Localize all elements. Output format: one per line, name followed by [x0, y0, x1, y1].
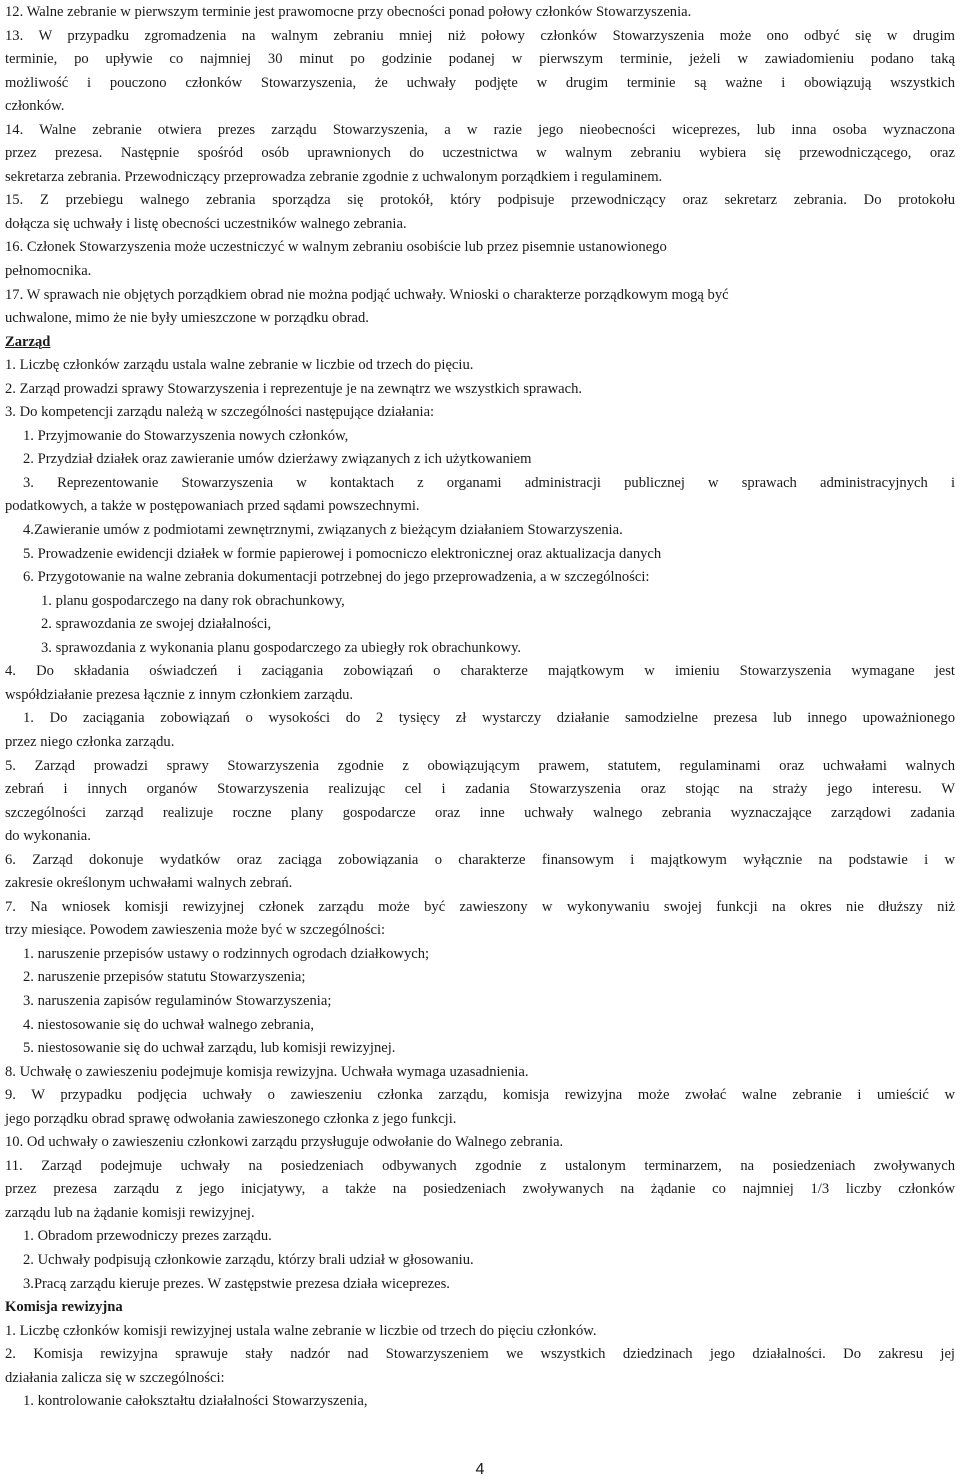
text-line: 2. Uchwały podpisują członkowie zarządu, którzy brali udział w głosowaniu. [23, 1251, 474, 1268]
section-heading-komisja-rewizyjna: Komisja rewizyjna [5, 1299, 123, 1316]
text-line: 14. Walne zebranie otwiera prezes zarządu Stowarzyszenia, a w razie jego nieobecności wiceprezes, lub inna osoba wyznaczona [5, 121, 955, 138]
text-line: uchwalone, mimo że nie były umieszczone w porządku obrad. [5, 310, 369, 327]
text-line: 1. Obradom przewodniczy prezes zarządu. [23, 1228, 272, 1245]
text-line: terminie, po upływie co najmniej 30 minut po godzinie podanej w pierwszym terminie, jeżeli w zawiadomieniu podano taką [5, 51, 955, 68]
text-line: 12. Walne zebranie w pierwszym terminie jest prawomocne przy obecności ponad połowy członków Stowarzyszenia. [5, 4, 692, 20]
text-line: do wykonania. [5, 828, 91, 845]
page-number: 4 [475, 1461, 485, 1478]
text-line: 3. Do kompetencji zarządu należą w szczególności następujące działania: [5, 404, 435, 421]
text-line: 15. Z przebiegu walnego zebrania sporządza się protokół, który podpisuje przewodniczący oraz sekretarz zebrania. Do protokołu [5, 192, 955, 209]
text-line: przez prezesa. Następnie spośród osób uprawnionych do uczestnictwa w walnym zebraniu wybiera się przewodniczącego, oraz [5, 145, 955, 162]
text-line: 2. Zarząd prowadzi sprawy Stowarzyszenia i reprezentuje je na zewnątrz we wszystkich sprawach. [5, 380, 583, 397]
text-line: możliwość i pouczono członków Stowarzyszenia, że uchwały podjęte w drugim terminie są ważne i obowiązują wszystkich [5, 74, 955, 91]
text-line: 2. Przydział działek oraz zawieranie umów dzierżawy związanych z ich użytkowaniem [23, 451, 532, 468]
text-line: 5. Zarząd prowadzi sprawy Stowarzyszenia zgodnie z obowiązującym prawem, statutem, regulaminami oraz uchwałami walnych [5, 757, 955, 774]
text-line: przez prezesa zarządu z jego inicjatywy, a także na posiedzeniach zwoływanych na żądanie co najmniej 1/3 liczby członków [5, 1181, 955, 1198]
text-line: zarządu lub na żądanie komisji rewizyjnej. [5, 1204, 255, 1221]
text-line: trzy miesiące. Powodem zawieszenia może być w szczególności: [5, 922, 386, 939]
text-line: zakresie określonym uchwałami walnych zebrań. [5, 875, 293, 892]
text-line: szczególności zarząd realizuje roczne plany gospodarcze oraz inne uchwały walnego zebrania wyznaczające zarządowi zadania [5, 804, 955, 821]
text-line: 10. Od uchwały o zawieszeniu członkowi zarządu przysługuje odwołanie do Walnego zebrania. [5, 1134, 564, 1151]
section-heading-zarzad: Zarząd [5, 333, 51, 350]
text-line: 16. Członek Stowarzyszenia może uczestniczyć w walnym zebraniu osobiście lub przez pisemnie ustanowionego [5, 239, 667, 256]
text-line: 1. kontrolowanie całokształtu działalności Stowarzyszenia, [23, 1393, 368, 1410]
text-line: dołącza się uchwały i listę obecności uczestników walnego zebrania. [5, 215, 407, 232]
text-line: 5. niestosowanie się do uchwał zarządu, lub komisji rewizyjnej. [23, 1040, 396, 1057]
text-line: współdziałanie prezesa łącznie z innym członkiem zarządu. [5, 686, 354, 703]
text-line: 1. naruszenie przepisów ustawy o rodzinnych ogrodach działkowych; [23, 945, 430, 962]
text-line: 4. niestosowanie się do uchwał walnego zebrania, [23, 1016, 314, 1033]
text-line: 2. Komisja rewizyjna sprawuje stały nadzór nad Stowarzyszeniem we wszystkich dziedzinach jego działalności. Do zakresu jej [5, 1346, 955, 1363]
text-line: 4. Do składania oświadczeń i zaciągania zobowiązań o charakterze majątkowym w imieniu Stowarzyszenia wymagane jest [5, 663, 955, 680]
text-line: 2. naruszenie przepisów statutu Stowarzyszenia; [23, 969, 306, 986]
text-line: 6. Zarząd dokonuje wydatków oraz zaciąga zobowiązania o charakterze finansowym i majątkowym wyłącznie na podstawie i w [5, 851, 955, 868]
text-line: 8. Uchwałę o zawieszeniu podejmuje komisja rewizyjna. Uchwała wymaga uzasadnienia. [5, 1063, 529, 1080]
document-page [5, 1, 955, 1414]
text-line: 1. Liczbę członków komisji rewizyjnej ustala walne zebranie w liczbie od trzech do pięciu członków. [5, 1322, 597, 1339]
text-line: 1. planu gospodarczego na dany rok obrachunkowy, [41, 592, 345, 609]
text-line: zebrań i innych organów Stowarzyszenia realizując cel i zadania Stowarzyszenia oraz stojąc na straży jego interesu. W [5, 781, 955, 798]
text-line: 9. W przypadku podjęcia uchwały o zawieszeniu członka zarządu, komisja rewizyjna może zwołać walne zebranie i umieścić w [5, 1087, 955, 1104]
text-line: 7. Na wniosek komisji rewizyjnej członek zarządu może być zawieszony w wykonywaniu swojej funkcji na okres nie dłuższy niż [5, 898, 955, 915]
text-line: 11. Zarząd podejmuje uchwały na posiedzeniach odbywanych zgodnie z ustalonym terminarzem, na posiedzeniach zwoływanych [5, 1157, 955, 1174]
text-line: 2. sprawozdania ze swojej działalności, [41, 616, 272, 633]
text-line: 1. Przyjmowanie do Stowarzyszenia nowych członków, [23, 427, 349, 444]
text-line: 3.Pracą zarządu kieruje prezes. W zastępstwie prezesa działa wiceprezes. [23, 1275, 450, 1292]
text-line: działania zalicza się w szczególności: [5, 1369, 225, 1386]
text-line: 4.Zawieranie umów z podmiotami zewnętrznymi, związanych z bieżącym działaniem Stowarzyszenia. [23, 522, 623, 539]
text-line: 3. Reprezentowanie Stowarzyszenia w kontaktach z organami administracji publicznej w sprawach administracyjnych i [23, 474, 955, 491]
text-line: członków. [5, 98, 65, 115]
text-line: 13. W przypadku zgromadzenia na walnym zebraniu mniej niż połowy członków Stowarzyszenia może ono odbyć się w drugim [5, 27, 955, 44]
text-line: sekretarza zebrania. Przewodniczący przeprowadza zebranie zgodnie z uchwalonym porządkiem i regulaminem. [5, 168, 663, 185]
text-line: pełnomocnika. [5, 263, 92, 280]
text-line: jego porządku obrad sprawę odwołania zawieszonego członka z jego funkcji. [5, 1110, 457, 1127]
text-line: 5. Prowadzenie ewidencji działek w formie papierowej i pomocniczo elektronicznej oraz aktualizacja danych [23, 545, 662, 562]
text-line: 3. naruszenia zapisów regulaminów Stowarzyszenia; [23, 992, 332, 1009]
text-line: przez niego członka zarządu. [5, 733, 175, 750]
text-line: 1. Liczbę członków zarządu ustala walne zebranie w liczbie od trzech do pięciu. [5, 357, 474, 374]
text-line: 1. Do zaciągania zobowiązań o wysokości do 2 tysięcy zł wystarczy działanie samodzielne prezesa lub innego upoważnionego [23, 710, 955, 727]
text-line: 6. Przygotowanie na walne zebrania dokumentacji potrzebnej do jego przeprowadzenia, a w szczególności: [23, 569, 650, 586]
text-line: 3. sprawozdania z wykonania planu gospodarczego za ubiegły rok obrachunkowy. [41, 639, 522, 656]
text-line: 17. W sprawach nie objętych porządkiem obrad nie można podjąć uchwały. Wnioski o charakterze porządkowym mogą być [5, 286, 729, 303]
text-line: podatkowych, a także w postępowaniach przed sądami powszechnymi. [5, 498, 420, 515]
